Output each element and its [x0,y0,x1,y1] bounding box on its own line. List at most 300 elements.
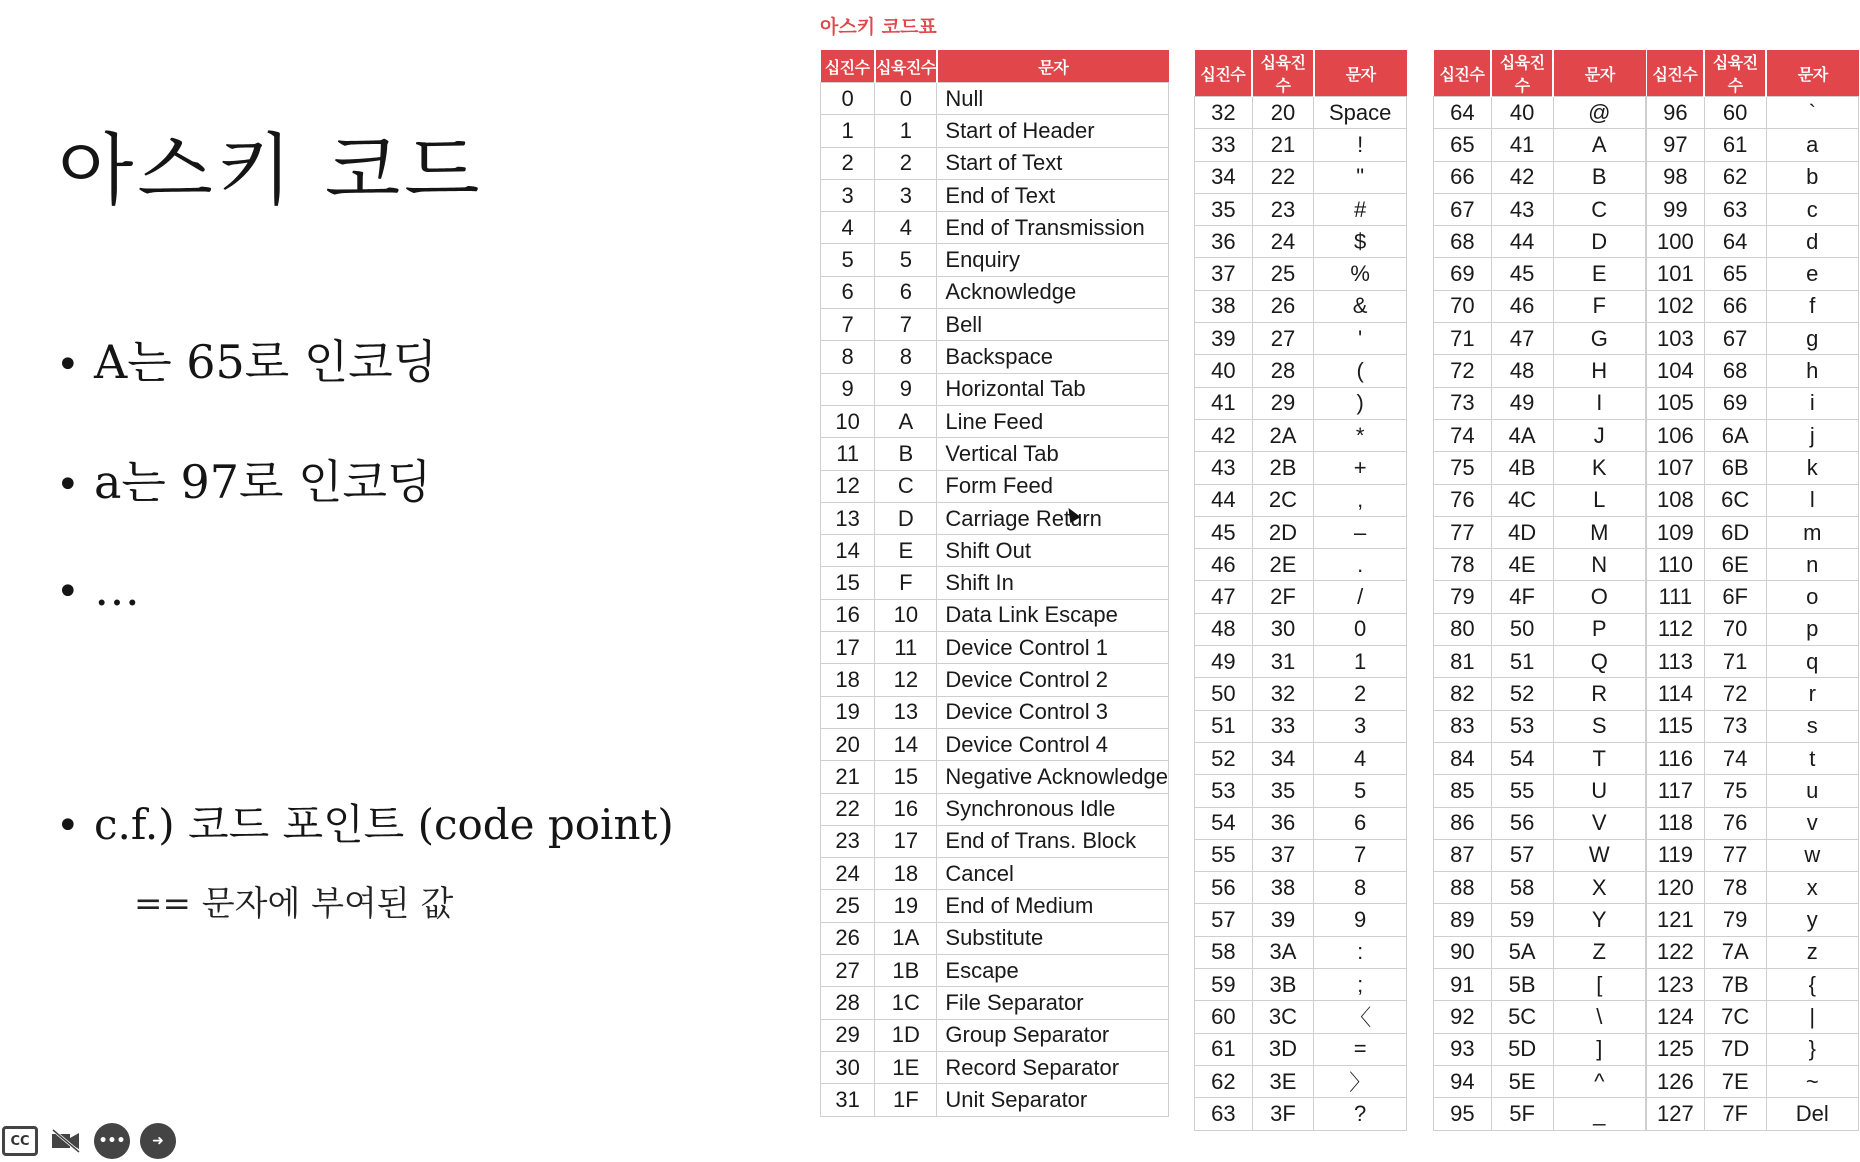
cell-hex: 40 [1491,97,1553,129]
cell-hex: 3 [875,179,937,211]
bullet-dot: • [56,462,80,508]
cell-char: File Separator [937,987,1169,1019]
cell-decimal: 109 [1647,516,1705,548]
cell-decimal: 61 [1195,1033,1253,1065]
table-row [1195,581,1407,613]
cell-decimal: 63 [1195,1098,1253,1130]
cell-decimal: 62 [1195,1065,1253,1097]
ascii-table-section [820,50,1169,1117]
table-row [1647,549,1859,581]
cell-char: u [1766,775,1858,807]
table-row [821,664,1169,696]
video-off-icon[interactable] [48,1123,84,1159]
cell-char: Substitute [937,922,1169,954]
cell-decimal: 68 [1434,226,1492,258]
cell-hex: 14 [875,728,937,760]
cell-decimal: 93 [1434,1033,1492,1065]
cell-decimal: 3 [821,179,875,211]
cell-hex: 48 [1491,355,1553,387]
cell-hex: 57 [1491,839,1553,871]
bullet-item [56,446,431,512]
slide-title: 아스키 코드 [58,126,484,216]
cell-decimal: 40 [1195,355,1253,387]
cell-decimal: 105 [1647,387,1705,419]
cell-char: r [1766,678,1858,710]
cell-decimal: 28 [821,987,875,1019]
cell-hex: 1B [875,955,937,987]
cell-decimal: 56 [1195,872,1253,904]
table-row [821,761,1169,793]
cell-hex: 27 [1252,323,1314,355]
cell-decimal: 107 [1647,452,1705,484]
cell-decimal: 52 [1195,742,1253,774]
table-row [821,438,1169,470]
cell-decimal: 72 [1434,355,1492,387]
cell-hex: 7E [1704,1065,1766,1097]
cell-hex: 6F [1704,581,1766,613]
cell-char: n [1766,549,1858,581]
cell-hex: 47 [1491,323,1553,355]
cell-decimal: 85 [1434,775,1492,807]
cell-hex: 1F [875,1084,937,1116]
cell-char: Space [1314,97,1407,129]
cell-hex: 74 [1704,742,1766,774]
cell-char: Null [937,83,1169,115]
table-row [1434,710,1646,742]
table-row [821,244,1169,276]
cell-hex: 41 [1491,129,1553,161]
cell-hex: 7 [875,309,937,341]
table-row [1195,904,1407,936]
cell-char: Negative Acknowledge [937,761,1169,793]
cell-decimal: 10 [821,405,875,437]
cell-decimal: 19 [821,696,875,728]
cell-hex: 6 [875,276,937,308]
cell-hex: 42 [1491,161,1553,193]
cell-char: $ [1314,226,1407,258]
table-row [1434,258,1646,290]
cell-decimal: 111 [1647,581,1705,613]
cell-hex: 78 [1704,872,1766,904]
cell-decimal: 76 [1434,484,1492,516]
cell-hex: 60 [1704,97,1766,129]
table-row [1434,581,1646,613]
cell-decimal: 0 [821,83,875,115]
cell-char: ~ [1766,1065,1858,1097]
cell-decimal: 50 [1195,678,1253,710]
cell-hex: 8 [875,341,937,373]
cell-char: a [1766,129,1858,161]
cell-decimal: 95 [1434,1098,1492,1130]
table-row [1195,355,1407,387]
cell-char: e [1766,258,1858,290]
cell-decimal: 47 [1195,581,1253,613]
cell-hex: 6D [1704,516,1766,548]
cell-char: L [1553,484,1646,516]
cell-hex: 5E [1491,1065,1553,1097]
table-row [1434,872,1646,904]
cell-char: Shift In [937,567,1169,599]
table-row [1195,161,1407,193]
table-row [821,890,1169,922]
table-row [1434,161,1646,193]
cell-char: Form Feed [937,470,1169,502]
table-row [1195,710,1407,742]
cell-decimal: 5 [821,244,875,276]
cell-hex: 38 [1252,872,1314,904]
cell-char: J [1553,419,1646,451]
table-row [1195,1001,1407,1033]
table-row [821,696,1169,728]
subnote: == 문자에 부여된 값 [134,884,454,924]
cell-char: g [1766,323,1858,355]
cell-hex: 1 [875,115,937,147]
cell-hex: 5F [1491,1098,1553,1130]
cell-char: Unit Separator [937,1084,1169,1116]
table-row [821,502,1169,534]
cell-decimal: 24 [821,858,875,890]
cell-char: T [1553,742,1646,774]
cell-decimal: 69 [1434,258,1492,290]
cell-char: Del [1766,1098,1858,1130]
cell-hex: 50 [1491,613,1553,645]
cell-hex: 31 [1252,646,1314,678]
cell-char: K [1553,452,1646,484]
cell-char: 2 [1314,678,1407,710]
table-row [1195,452,1407,484]
cell-decimal: 117 [1647,775,1705,807]
cell-hex: 2 [875,147,937,179]
table-header-row [1434,50,1646,97]
cell-char: ' [1314,323,1407,355]
table-header-row [821,50,1169,83]
cell-decimal: 66 [1434,161,1492,193]
cell-hex: 70 [1704,613,1766,645]
cc-icon[interactable]: CC [2,1126,38,1156]
bullet-text: a는 97로 인코딩 [94,455,432,509]
cell-hex: 1E [875,1051,937,1083]
cell-char: i [1766,387,1858,419]
table-row [1647,97,1859,129]
table-row [1434,1001,1646,1033]
cell-decimal: 71 [1434,323,1492,355]
cell-hex: 3A [1252,936,1314,968]
cell-char: Q [1553,646,1646,678]
cell-decimal: 4 [821,212,875,244]
table-row [1195,290,1407,322]
cell-char: 5 [1314,775,1407,807]
cell-decimal: 99 [1647,193,1705,225]
cell-decimal: 118 [1647,807,1705,839]
table-row [1647,484,1859,516]
table-row [821,1051,1169,1083]
cell-char: \ [1553,1001,1646,1033]
cell-decimal: 59 [1195,969,1253,1001]
cell-char: G [1553,323,1646,355]
cell-hex: 2B [1252,452,1314,484]
cell-hex: 36 [1252,807,1314,839]
cell-decimal: 33 [1195,129,1253,161]
cell-hex: 7C [1704,1001,1766,1033]
cell-char: + [1314,452,1407,484]
table-row [1647,969,1859,1001]
cell-char: z [1766,936,1858,968]
table-row [1434,323,1646,355]
table-row [1647,710,1859,742]
cell-char: Synchronous Idle [937,793,1169,825]
table-row [1434,1065,1646,1097]
header-char: 문자 [1766,50,1858,97]
table-row [1195,936,1407,968]
cell-decimal: 54 [1195,807,1253,839]
cell-decimal: 112 [1647,613,1705,645]
cell-decimal: 27 [821,955,875,987]
cell-hex: 4 [875,212,937,244]
cell-decimal: 18 [821,664,875,696]
cell-hex: 43 [1491,193,1553,225]
table-row [1195,97,1407,129]
table-row [1195,807,1407,839]
cell-decimal: 29 [821,1019,875,1051]
cell-hex: 69 [1704,387,1766,419]
bullet-item [56,326,437,392]
table-row [1195,969,1407,1001]
cell-decimal: 36 [1195,226,1253,258]
cell-hex: 6A [1704,419,1766,451]
cell-decimal: 2 [821,147,875,179]
cell-decimal: 32 [1195,97,1253,129]
cell-char: q [1766,646,1858,678]
cell-hex: 37 [1252,839,1314,871]
cell-char: s [1766,710,1858,742]
cell-hex: 63 [1704,193,1766,225]
cell-hex: 2F [1252,581,1314,613]
cell-decimal: 119 [1647,839,1705,871]
cell-hex: 4F [1491,581,1553,613]
cell-hex: 21 [1252,129,1314,161]
cell-hex: 45 [1491,258,1553,290]
cell-decimal: 60 [1195,1001,1253,1033]
cell-char: Vertical Tab [937,438,1169,470]
cell-decimal: 49 [1195,646,1253,678]
table-row [1195,323,1407,355]
cell-hex: 54 [1491,742,1553,774]
table-row [1647,258,1859,290]
cell-decimal: 77 [1434,516,1492,548]
table-row [821,147,1169,179]
cell-hex: 4B [1491,452,1553,484]
table-row [1647,613,1859,645]
table-row [1434,484,1646,516]
cell-decimal: 80 [1434,613,1492,645]
cell-char: Shift Out [937,535,1169,567]
table-row [1647,807,1859,839]
table-row [1647,387,1859,419]
cell-decimal: 125 [1647,1033,1705,1065]
cell-hex: 68 [1704,355,1766,387]
header-char: 문자 [937,50,1169,83]
cell-hex: 10 [875,599,937,631]
table-header-row [1195,50,1407,97]
ascii-table-section [1194,50,1407,1131]
table-row [821,567,1169,599]
cell-decimal: 91 [1434,969,1492,1001]
cell-decimal: 45 [1195,516,1253,548]
table-row [1434,1098,1646,1130]
cell-hex: 1C [875,987,937,1019]
table-row [821,955,1169,987]
cell-char: 〉 [1314,1065,1407,1097]
cell-decimal: 97 [1647,129,1705,161]
cell-hex: 4D [1491,516,1553,548]
header-hex: 십육진수 [1252,50,1314,97]
cell-decimal: 51 [1195,710,1253,742]
header-char: 문자 [1553,50,1646,97]
cell-decimal: 86 [1434,807,1492,839]
cell-char: * [1314,419,1407,451]
cell-hex: 23 [1252,193,1314,225]
cell-char: ) [1314,387,1407,419]
cell-hex: 3F [1252,1098,1314,1130]
cell-decimal: 30 [821,1051,875,1083]
table-row [1434,226,1646,258]
cell-decimal: 74 [1434,419,1492,451]
cell-char: | [1766,1001,1858,1033]
cell-hex: 5D [1491,1033,1553,1065]
table-row [1647,742,1859,774]
cell-hex: 53 [1491,710,1553,742]
cell-hex: 7A [1704,936,1766,968]
cell-char: H [1553,355,1646,387]
cell-char: { [1766,969,1858,1001]
cell-decimal: 106 [1647,419,1705,451]
cell-hex: 13 [875,696,937,728]
cell-hex: 9 [875,373,937,405]
cell-decimal: 82 [1434,678,1492,710]
cell-decimal: 126 [1647,1065,1705,1097]
table-row [1434,839,1646,871]
table-row [1195,1033,1407,1065]
cell-hex: 4C [1491,484,1553,516]
cell-char: S [1553,710,1646,742]
table-row [1434,807,1646,839]
cell-decimal: 43 [1195,452,1253,484]
cell-decimal: 11 [821,438,875,470]
cell-hex: D [875,502,937,534]
cell-char: 9 [1314,904,1407,936]
more-icon[interactable]: ••• [94,1123,130,1159]
cell-hex: 44 [1491,226,1553,258]
cell-char: 3 [1314,710,1407,742]
cell-decimal: 65 [1434,129,1492,161]
cell-decimal: 78 [1434,549,1492,581]
bullet-item [56,562,140,616]
cell-decimal: 115 [1647,710,1705,742]
cell-decimal: 35 [1195,193,1253,225]
cell-decimal: 79 [1434,581,1492,613]
cell-hex: 26 [1252,290,1314,322]
cell-decimal: 104 [1647,355,1705,387]
cell-char: D [1553,226,1646,258]
cell-char: End of Text [937,179,1169,211]
ascii-table-section [1646,50,1859,1131]
cell-char: v [1766,807,1858,839]
cell-hex: 5 [875,244,937,276]
next-arrow-icon[interactable]: ➜ [140,1123,176,1159]
cell-hex: 1D [875,1019,937,1051]
cell-decimal: 75 [1434,452,1492,484]
table-row [1434,646,1646,678]
cell-decimal: 14 [821,535,875,567]
cell-decimal: 48 [1195,613,1253,645]
cell-decimal: 46 [1195,549,1253,581]
cell-decimal: 87 [1434,839,1492,871]
cell-hex: 30 [1252,613,1314,645]
cell-char: # [1314,193,1407,225]
table-row [1647,936,1859,968]
cell-char: W [1553,839,1646,871]
cell-hex: 79 [1704,904,1766,936]
cell-char: t [1766,742,1858,774]
cell-hex: 73 [1704,710,1766,742]
cell-hex: 33 [1252,710,1314,742]
cell-decimal: 37 [1195,258,1253,290]
cell-char: ^ [1553,1065,1646,1097]
cell-decimal: 12 [821,470,875,502]
cell-hex: C [875,470,937,502]
cell-hex: 51 [1491,646,1553,678]
cell-decimal: 7 [821,309,875,341]
table-row [1647,872,1859,904]
cell-char: [ [1553,969,1646,1001]
cell-char: c [1766,193,1858,225]
cell-decimal: 116 [1647,742,1705,774]
cell-char: d [1766,226,1858,258]
cell-char: % [1314,258,1407,290]
cell-char: Backspace [937,341,1169,373]
table-row [1434,969,1646,1001]
table-row [1647,1065,1859,1097]
cell-hex: F [875,567,937,599]
cell-char: Acknowledge [937,276,1169,308]
cell-char: M [1553,516,1646,548]
table-row [1195,258,1407,290]
table-row [821,373,1169,405]
cell-char: " [1314,161,1407,193]
table-row [1195,775,1407,807]
cell-decimal: 124 [1647,1001,1705,1033]
bullet-text: A는 65로 인코딩 [94,335,438,389]
cell-char: x [1766,872,1858,904]
cell-decimal: 26 [821,922,875,954]
cell-char: Escape [937,955,1169,987]
cell-char: End of Trans. Block [937,825,1169,857]
header-decimal: 십진수 [1647,50,1705,97]
cell-char: F [1553,290,1646,322]
cell-char: ? [1314,1098,1407,1130]
cell-decimal: 100 [1647,226,1705,258]
cell-hex: 5A [1491,936,1553,968]
cell-char: P [1553,613,1646,645]
table-row [1647,904,1859,936]
cell-hex: 62 [1704,161,1766,193]
video-controls [0,1122,176,1160]
cell-decimal: 98 [1647,161,1705,193]
table-row [821,858,1169,890]
table-row [1647,581,1859,613]
cell-char: Device Control 4 [937,728,1169,760]
cell-decimal: 108 [1647,484,1705,516]
